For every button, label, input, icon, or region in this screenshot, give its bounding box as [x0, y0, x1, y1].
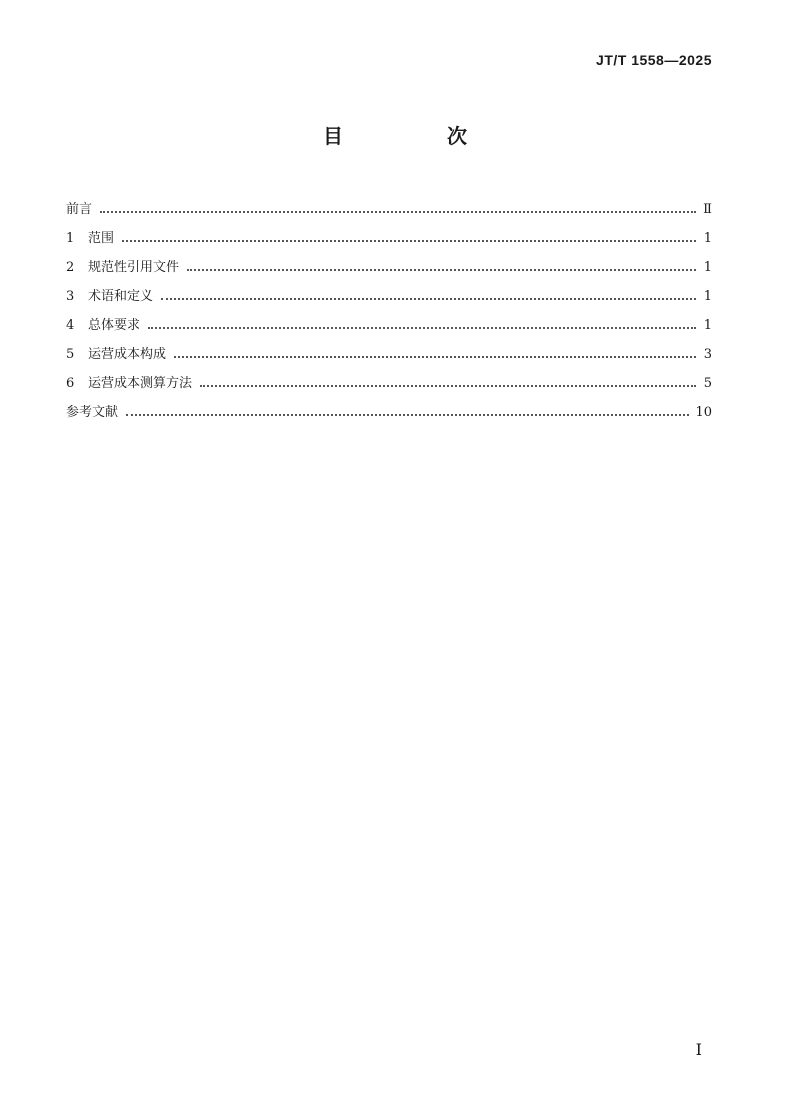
toc-leader-dots — [174, 356, 696, 358]
toc-entry-2[interactable] — [66, 246, 712, 275]
toc-leader-dots — [126, 414, 689, 416]
toc-entry-label: 规范性引用文件 — [88, 260, 180, 275]
toc-entry-page: 10 — [695, 405, 712, 420]
toc-entry-foreword[interactable] — [66, 188, 712, 217]
toc-entry-number: 4 — [66, 318, 75, 333]
toc-entry-page: 1 — [703, 231, 712, 246]
toc-leader-dots — [200, 385, 696, 387]
toc-entry-label: 运营成本测算方法 — [88, 376, 193, 391]
toc-leader-dots — [122, 240, 696, 242]
toc-entry-label: 参考文献 — [66, 405, 119, 420]
table-of-contents — [66, 188, 712, 420]
toc-entry-number: 6 — [66, 376, 75, 391]
toc-entry-number: 2 — [66, 260, 75, 275]
toc-entry-page: 1 — [703, 318, 712, 333]
toc-entry-label: 总体要求 — [88, 318, 141, 333]
toc-entry-page: Ⅱ — [703, 202, 712, 217]
toc-entry-page: 5 — [703, 376, 712, 391]
toc-entry-number: 5 — [66, 347, 75, 362]
toc-entry-label: 运营成本构成 — [88, 347, 167, 362]
toc-entry-4[interactable] — [66, 304, 712, 333]
toc-entry-1[interactable] — [66, 217, 712, 246]
toc-entry-label: 范围 — [88, 231, 115, 246]
toc-entry-number: 3 — [66, 289, 75, 304]
toc-entry-number: 1 — [66, 231, 75, 246]
toc-entry-5[interactable] — [66, 333, 712, 362]
toc-entry-3[interactable] — [66, 275, 712, 304]
toc-leader-dots — [161, 298, 696, 300]
toc-entry-label: 前言 — [66, 202, 93, 217]
toc-leader-dots — [100, 211, 696, 213]
standard-code: JT/T 1558—2025 — [596, 52, 712, 68]
toc-leader-dots — [187, 269, 696, 271]
toc-entry-6[interactable] — [66, 362, 712, 391]
page-number: I — [695, 1040, 702, 1059]
toc-entry-page: 1 — [703, 260, 712, 275]
toc-leader-dots — [148, 327, 696, 329]
toc-entry-label: 术语和定义 — [88, 289, 154, 304]
toc-entry-page: 1 — [703, 289, 712, 304]
toc-entry-page: 3 — [703, 347, 712, 362]
toc-entry-bibliography[interactable] — [66, 391, 712, 420]
page-title: 目 次 — [323, 124, 509, 148]
